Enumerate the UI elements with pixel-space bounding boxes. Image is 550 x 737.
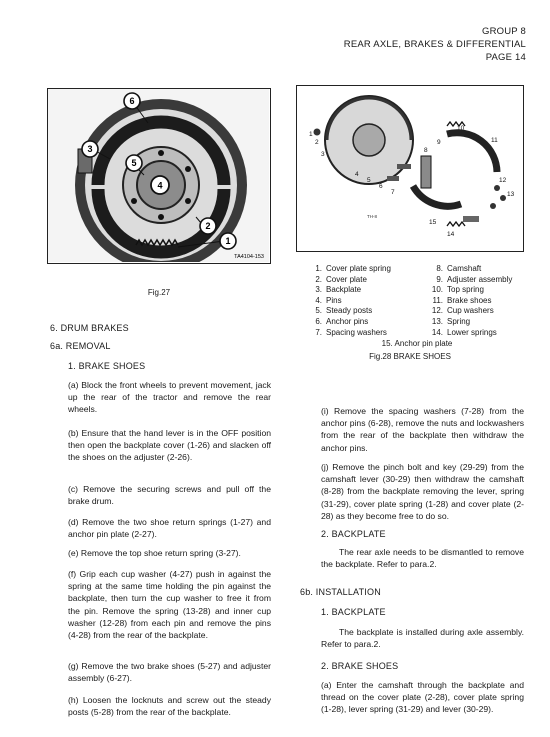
legend-number: 13. <box>431 316 443 326</box>
fig28-callout-13: 13 <box>507 191 515 198</box>
figure-28-legend <box>312 264 522 350</box>
legend-row <box>312 317 522 328</box>
svg-text:1: 1 <box>225 236 231 246</box>
svg-text:4: 4 <box>157 180 163 191</box>
legend-label: Pins <box>326 295 342 305</box>
callout-1 <box>220 233 236 249</box>
legend-label: Steady posts <box>326 306 373 316</box>
legend-row <box>312 275 522 286</box>
legend-number: 3. <box>315 285 322 295</box>
legend-label: Spacing washers <box>326 327 387 337</box>
callout-6 <box>124 93 140 109</box>
figure-28-caption: Fig.28 BRAKE SHOES <box>369 352 451 361</box>
legend-row <box>312 264 522 275</box>
svg-text:TH-8: TH-8 <box>367 214 377 219</box>
callout-5 <box>126 155 142 171</box>
fig28-callout-6: 6 <box>379 183 383 190</box>
fig28-callout-1: 1 <box>309 131 313 138</box>
legend-label: Adjuster assembly <box>447 274 513 284</box>
removal-para-e: (e) Remove the top shoe return spring (3-27). <box>68 548 241 558</box>
subsection-installation: 6b. INSTALLATION <box>300 587 381 597</box>
step-heading-brake-shoes: 1. BRAKE SHOES <box>68 361 146 371</box>
legend-number: 12. <box>431 306 443 316</box>
fig28-callout-10: 10 <box>457 125 465 132</box>
legend-number: 4. <box>315 295 322 305</box>
removal-para-a: (a) Block the front wheels to prevent movement, jack up the rear of the tractor and remove the rear wheels. <box>68 380 271 415</box>
legend-label: Top spring <box>447 285 484 295</box>
backplate-install-text: The backplate is installed during axle assembly. Refer to para.2. <box>321 627 524 650</box>
svg-text:5: 5 <box>131 158 137 168</box>
legend-label: Spring <box>447 316 471 326</box>
legend-number: 2. <box>315 274 322 284</box>
removal-para-c: (c) Remove the securing screws and pull off the brake drum. <box>68 484 271 507</box>
legend-label: Cover plate spring <box>326 264 391 273</box>
step-heading-backplate: 2. BACKPLATE <box>321 529 386 539</box>
removal-para-f: (f) Grip each cup washer (4-27) push in against the spring at the same time holding the pin against the backplate, then turn the cup washer to free it from the pin. Remove the spring (13-28) and inner cup washer (12-28) from each pin and remove the pins (4-28) from the rear of the backplate. <box>68 569 271 641</box>
legend-row <box>312 285 522 296</box>
fig28-callout-3: 3 <box>321 151 325 158</box>
legend-number: 5. <box>315 306 322 316</box>
legend-number: 1. <box>315 264 322 273</box>
svg-text:6: 6 <box>129 96 135 106</box>
legend-number: 9. <box>436 274 443 284</box>
legend-label: Lower springs <box>447 327 497 337</box>
legend-number: 10. <box>431 285 443 295</box>
callout-4 <box>151 176 169 194</box>
fig28-callout-7: 7 <box>391 189 395 196</box>
legend-label: Cup washers <box>447 306 494 316</box>
svg-text:3: 3 <box>87 144 93 154</box>
page-number: PAGE 14 <box>485 52 526 63</box>
install-para-a: (a) Enter the camshaft through the backplate and thread on the cover plate (2-28), cover plate spring (1-28), lever spring (31-29) and lever (30-29). <box>321 680 524 715</box>
removal-para-b: (b) Ensure that the hand lever is in the OFF position then open the backplate cover (1-26) and slacken off the shoes on the adjuster (2-26). <box>68 428 271 463</box>
fig28-callout-15: 15 <box>429 219 437 226</box>
legend-label: Backplate <box>326 285 362 295</box>
fig28-callout-5: 5 <box>367 177 371 184</box>
fig28-callout-8: 8 <box>424 147 428 154</box>
fig28-callout-12: 12 <box>499 177 507 184</box>
legend-row <box>312 328 522 339</box>
legend-label: Camshaft <box>447 264 482 273</box>
callout-3 <box>82 141 98 157</box>
legend-row <box>312 296 522 307</box>
section-title: REAR AXLE, BRAKES & DIFFERENTIAL <box>343 39 526 50</box>
figure-27-caption: Fig.27 <box>147 288 171 297</box>
removal-para-i: (i) Remove the spacing washers (7-28) from the anchor pins (6-28), remove the nuts and lockwashers from the rear of the backplate then withdraw the anchor pins. <box>321 406 524 453</box>
removal-para-g: (g) Remove the two brake shoes (5-27) and adjuster assembly (6-27). <box>68 661 271 684</box>
page-header <box>344 25 526 64</box>
subsection-removal: 6a. REMOVAL <box>50 341 111 351</box>
legend-item-15: 15. Anchor pin plate <box>381 339 453 349</box>
fig28-callout-2: 2 <box>315 139 319 146</box>
legend-number: 6. <box>315 316 322 326</box>
fig28-callout-11: 11 <box>491 137 498 144</box>
legend-label: Cover plate <box>326 274 367 284</box>
step-heading-install-backplate: 1. BACKPLATE <box>321 607 386 617</box>
legend-number: 14. <box>431 327 443 337</box>
section-title-drum-brakes: 6. DRUM BRAKES <box>50 323 129 333</box>
callout-2 <box>200 218 216 234</box>
legend-row <box>312 306 522 317</box>
fig28-callout-4: 4 <box>355 171 359 178</box>
legend-number: 11. <box>432 295 443 305</box>
fig28-callout-14: 14 <box>447 231 455 238</box>
legend-label: Anchor pins <box>326 316 369 326</box>
fig28-callout-9: 9 <box>437 139 441 146</box>
legend-number: 8. <box>436 264 443 273</box>
group-label: GROUP 8 <box>482 26 526 37</box>
brake-assembly-illustration <box>48 89 269 262</box>
legend-number: 7. <box>315 327 322 337</box>
figure-27-code: TA4104-153 <box>234 254 264 260</box>
removal-para-j: (j) Remove the pinch bolt and key (29-29) from the camshaft lever (30-29) then withdraw the camshaft (8-28) from the backplate removing the lever, spring (31-29), cover plate spring (1-28) and cover plate (2-28) as they become free to do so. <box>321 462 524 521</box>
figure-27-brake-assembly <box>47 88 271 264</box>
removal-para-h: (h) Loosen the locknuts and screw out the steady posts (5-28) from the rear of the backplate. <box>68 695 271 718</box>
legend-label: Brake shoes <box>447 295 492 305</box>
svg-text:2: 2 <box>205 221 211 231</box>
removal-para-d: (d) Remove the two shoe return springs (1-27) and anchor pin plate (2-27). <box>68 517 271 540</box>
backplate-removal-text: The rear axle needs to be dismantled to remove the backplate. Refer to para.2. <box>321 547 524 570</box>
figure-28-brake-shoes <box>296 85 524 252</box>
brake-shoes-exploded-illustration <box>297 86 522 250</box>
step-heading-install-brake-shoes: 2. BRAKE SHOES <box>321 661 399 671</box>
